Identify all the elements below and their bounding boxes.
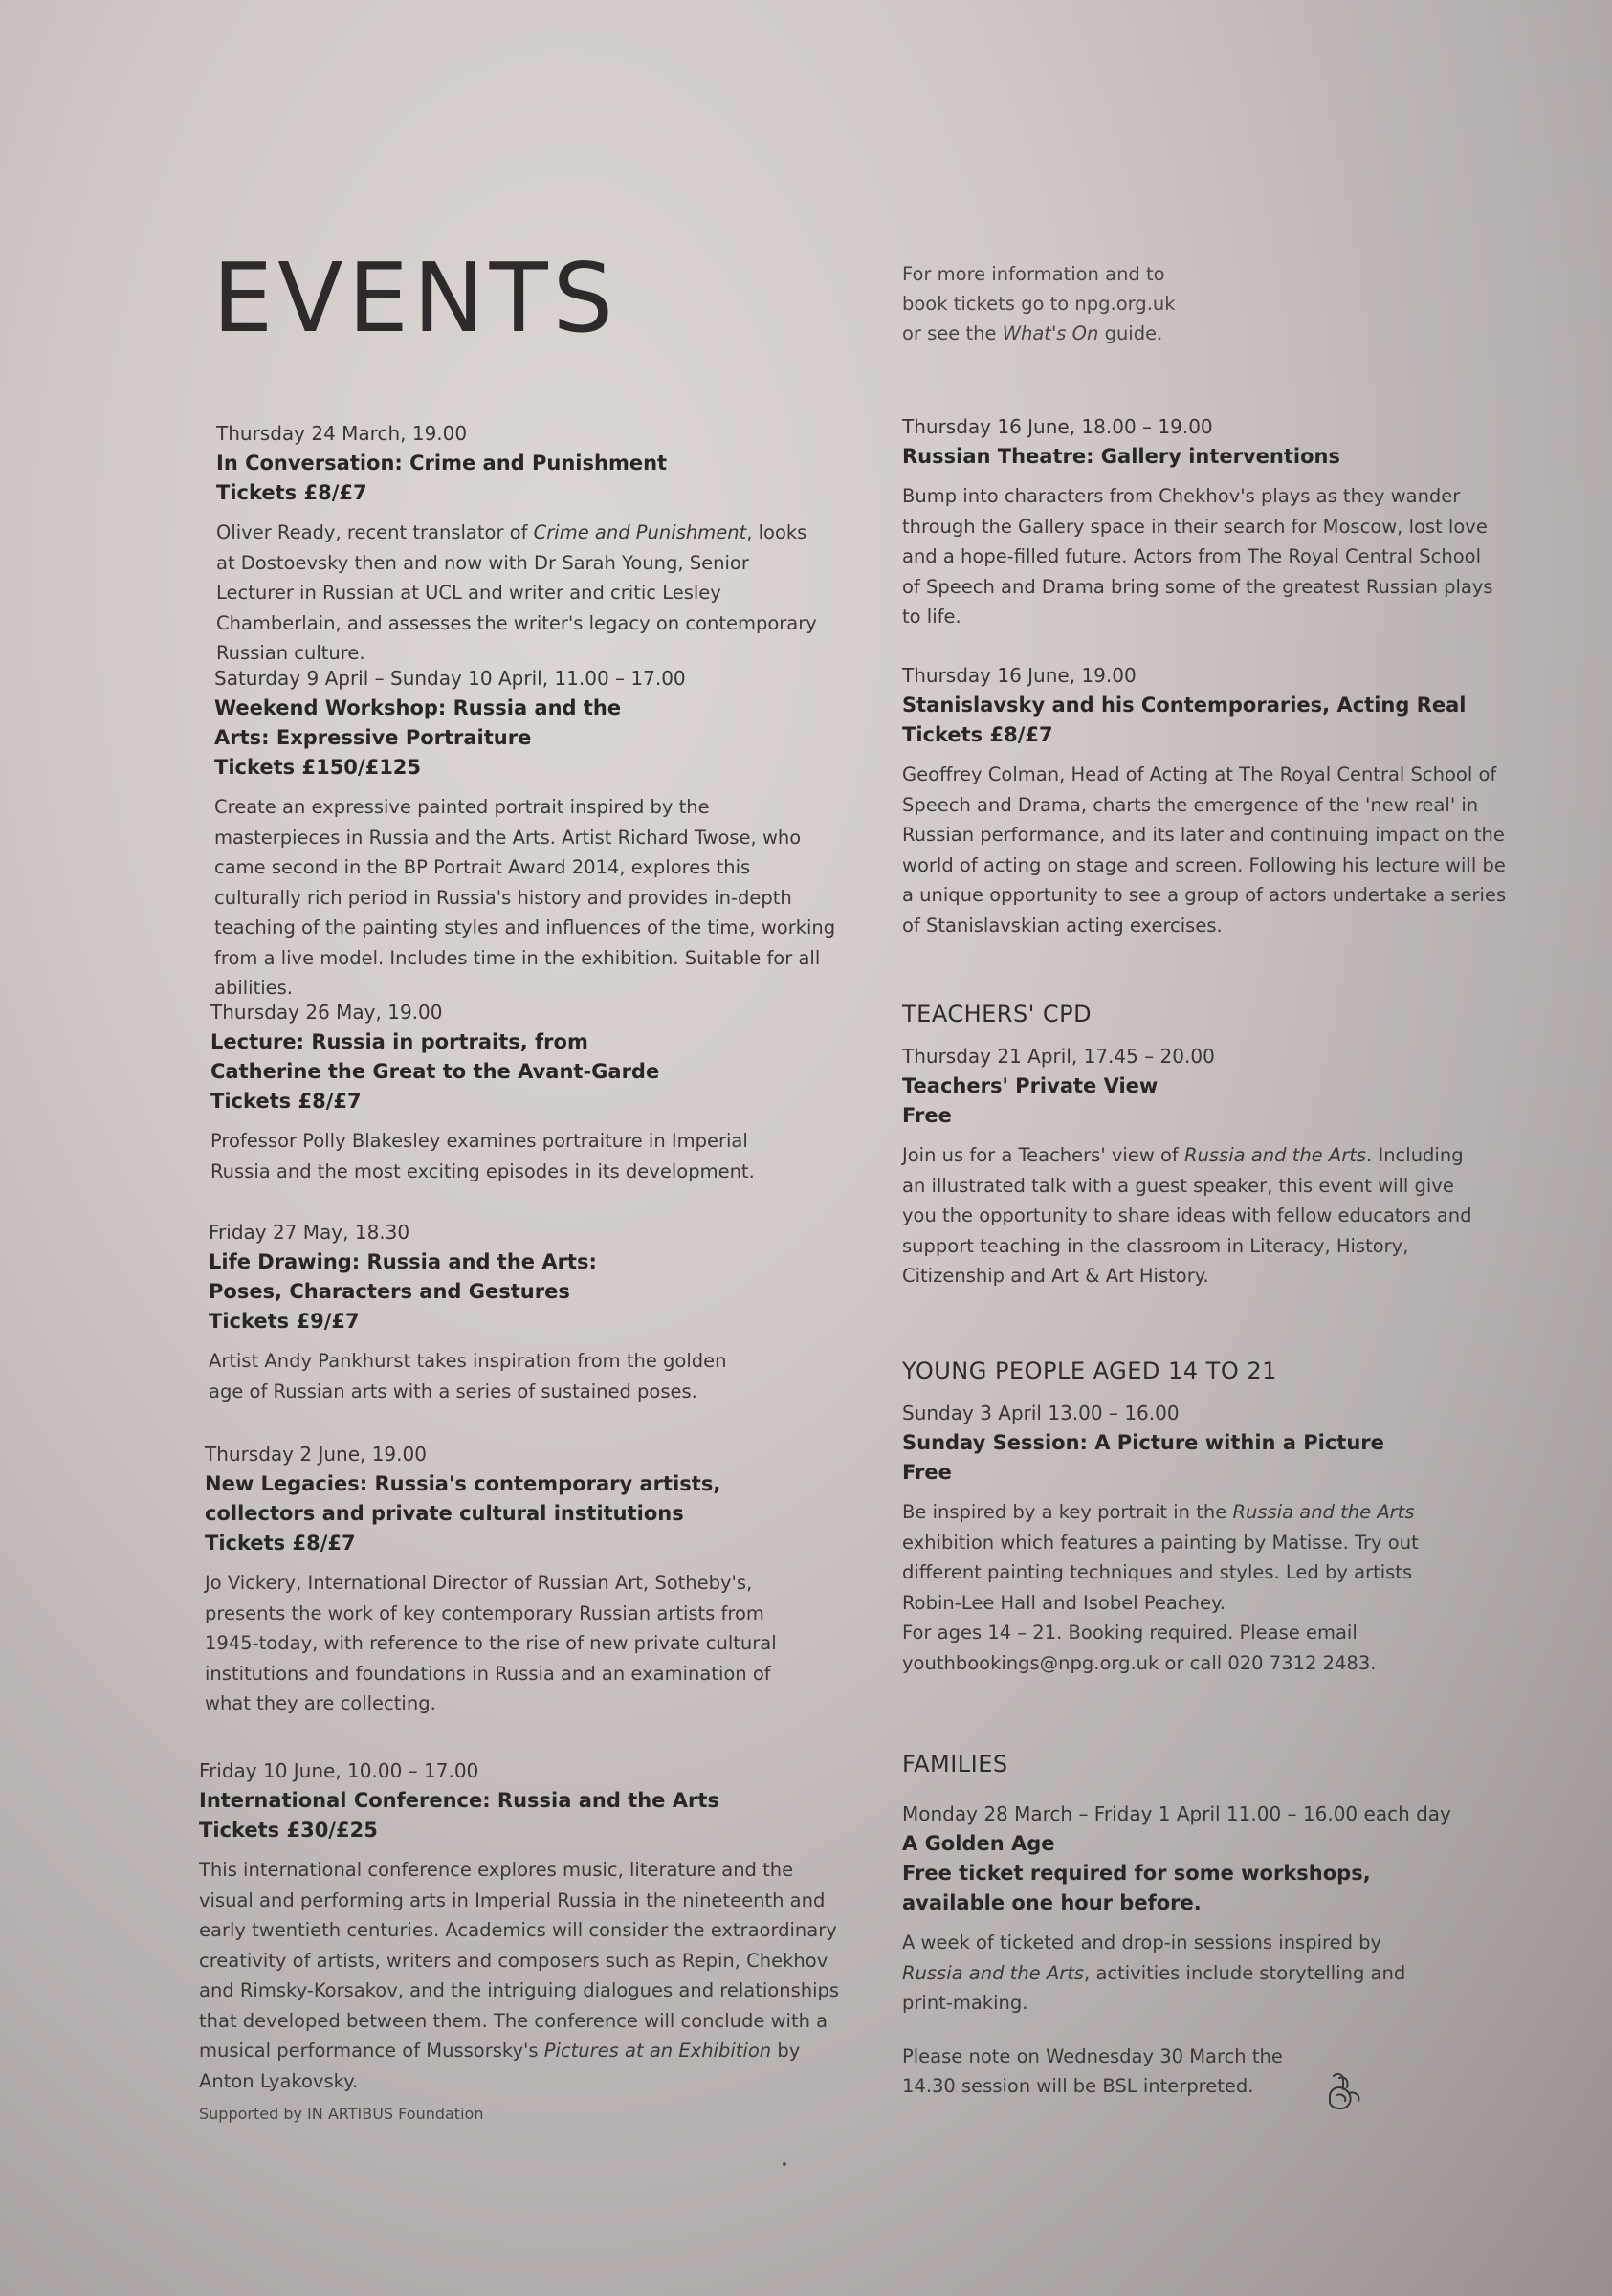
sponsor-credit: Supported by IN ARTIBUS Foundation: [199, 2105, 484, 2123]
event-russia-in-portraits: [210, 998, 784, 1186]
event-price: Free: [902, 1104, 952, 1127]
event-name: Teachers' Private View: [902, 1074, 1159, 1097]
event-name: Lecture: Russia in portraits, from Catherine the Great to the Avant-Garde: [210, 1030, 660, 1083]
event-description: This international conference explores music, literature and the visual and performing arts in Imperial Russia in the nineteenth and early twentieth centuries. Academics will consider the extraordinary creativity of artists, writers and composers such as Repin, Chekhov and Rimsky-Korsakov, and the intriguing dialogues and relationships that developed between them. The conference will conclude with a musical performance of Mussorsky's Pictures at an Exhibition by Anton Lyakovsky.: [199, 1859, 840, 2092]
event-golden-age: [902, 1799, 1514, 2102]
event-price: Free: [902, 1461, 952, 1484]
event-name: Sunday Session: A Picture within a Picture: [902, 1431, 1384, 1454]
event-sunday-session: [902, 1399, 1495, 1678]
section-heading-families: FAMILIES: [902, 1751, 1008, 1777]
event-weekend-workshop: [214, 664, 836, 1004]
event-name: International Conference: Russia and the Arts: [199, 1789, 719, 1812]
event-teachers-private-view: [902, 1042, 1495, 1292]
event-name: Russian Theatre: Gallery interventions: [902, 445, 1340, 468]
event-description: Be inspired by a key portrait in the Russia and the Arts exhibition which features a painting by Matisse. Try out different painting techniques and styles. Led by artists Robin-Lee Hall and Isobel Peachey. For ages 14 – 21. Booking required. Please email youthbookings@npg.org.uk or call 020 7312 2483.: [902, 1501, 1419, 1674]
event-description: Create an expressive painted portrait inspired by the masterpieces in Russia and the Arts. Artist Richard Twose, who came second in the BP Portrait Award 2014, explores this culturally rich period in Russia's history and provides in-depth teaching of the painting styles and influences of the time, working from a live model. Includes time in the exhibition. Suitable for all abilities.: [214, 796, 836, 999]
event-name: A Golden Age: [902, 1832, 1055, 1855]
event-description: Artist Andy Pankhurst takes inspiration from the golden age of Russian arts with a series of sustained poses.: [209, 1350, 727, 1402]
event-description: Professor Polly Blakesley examines portraiture in Imperial Russia and the most exciting episodes in its development.: [210, 1130, 755, 1182]
event-date: Thursday 24 March, 19.00: [216, 422, 468, 445]
event-price: Tickets £8/£7: [216, 481, 367, 504]
event-date: Monday 28 March – Friday 1 April 11.00 – 16.00 each day: [902, 1802, 1451, 1825]
event-date: Friday 10 June, 10.00 – 17.00: [199, 1759, 479, 1782]
event-price: Tickets £8/£7: [902, 723, 1053, 746]
event-name: In Conversation: Crime and Punishment: [216, 452, 668, 475]
event-description: Join us for a Teachers' view of Russia and the Arts. Including an illustrated talk with a guest speaker, this event will give you the opportunity to share ideas with fellow educators and support teaching in the classroom in Literacy, History, Citizenship and Art & Art History.: [902, 1144, 1472, 1287]
event-life-drawing: [209, 1218, 783, 1406]
event-description: Bump into characters from Chekhov's plays as they wander through the Gallery space in their search for Moscow, lost love and a hope-filled future. Actors from The Royal Central School of Speech and Drama bring some of the greatest Russian plays to life.: [902, 485, 1493, 628]
event-price: Tickets £8/£7: [205, 1532, 356, 1555]
bsl-note: Please note on Wednesday 30 March the 14.30 session will be BSL interpreted.: [902, 2044, 1283, 2097]
event-price: Free ticket required for some workshops, available one hour before.: [902, 1862, 1371, 1914]
section-heading-teachers: TEACHERS' CPD: [902, 1001, 1093, 1027]
event-price: Tickets £8/£7: [210, 1090, 362, 1113]
event-description: Geoffrey Colman, Head of Acting at The Royal Central School of Speech and Drama, charts the emergence of the 'new real' in Russian performance, and its later and continuing impact on the world of acting on stage and screen. Following his lecture will be a unique opportunity to see a group of actors undertake a series of Stanislavskian acting exercises.: [902, 763, 1507, 937]
event-price: Tickets £9/£7: [209, 1310, 360, 1333]
event-date: Thursday 2 June, 19.00: [205, 1443, 427, 1466]
event-price: Tickets £30/£25: [199, 1819, 378, 1842]
event-name: New Legacies: Russia's contemporary artists, collectors and private cultural institutions: [205, 1472, 721, 1525]
event-name: Stanislavsky and his Contemporaries, Acting Real: [902, 694, 1467, 717]
bsl-hands-icon: [1320, 2066, 1370, 2116]
section-heading-young-people: YOUNG PEOPLE AGED 14 TO 21: [902, 1358, 1277, 1384]
event-date: Sunday 3 April 13.00 – 16.00: [902, 1402, 1180, 1424]
event-date: Thursday 26 May, 19.00: [210, 1001, 443, 1024]
event-new-legacies: [205, 1440, 817, 1719]
page-title: EVENTS: [212, 242, 619, 354]
event-crime-and-punishment: [216, 419, 828, 669]
event-russian-theatre: [902, 412, 1505, 632]
event-name: Life Drawing: Russia and the Arts: Poses, Characters and Gestures: [209, 1250, 597, 1303]
event-date: Thursday 21 April, 17.45 – 20.00: [902, 1045, 1215, 1068]
event-price: Tickets £150/£125: [214, 756, 422, 779]
event-international-conference: [199, 1756, 840, 2127]
event-date: Thursday 16 June, 19.00: [902, 664, 1137, 687]
event-name: Weekend Workshop: Russia and the Arts: Expressive Portraiture: [214, 696, 622, 749]
event-description: Jo Vickery, International Director of Russian Art, Sotheby's, presents the work of key contemporary Russian artists from 1945-today, with reference to the rise of new private cultural institutions and foundations in Russia and an examination of what they are collecting.: [205, 1572, 777, 1714]
booking-info: For more information and to book tickets go to npg.org.uk or see the What's On guide.: [902, 263, 1176, 344]
event-date: Friday 27 May, 18.30: [209, 1221, 410, 1244]
event-stanislavsky: [902, 661, 1514, 940]
decorative-dot: [783, 2162, 786, 2166]
event-date: Thursday 16 June, 18.00 – 19.00: [902, 415, 1213, 438]
event-description: A week of ticketed and drop-in sessions inspired by Russia and the Arts, activities include storytelling and print-making.: [902, 1932, 1406, 2014]
event-description: Oliver Ready, recent translator of Crime and Punishment, looks at Dostoevsky then and now with Dr Sarah Young, Senior Lecturer in Russian at UCL and writer and critic Lesley Chamberlain, and assesses the writer's legacy on contemporary Russian culture.: [216, 521, 817, 664]
event-date: Saturday 9 April – Sunday 10 April, 11.00 – 17.00: [214, 667, 686, 690]
